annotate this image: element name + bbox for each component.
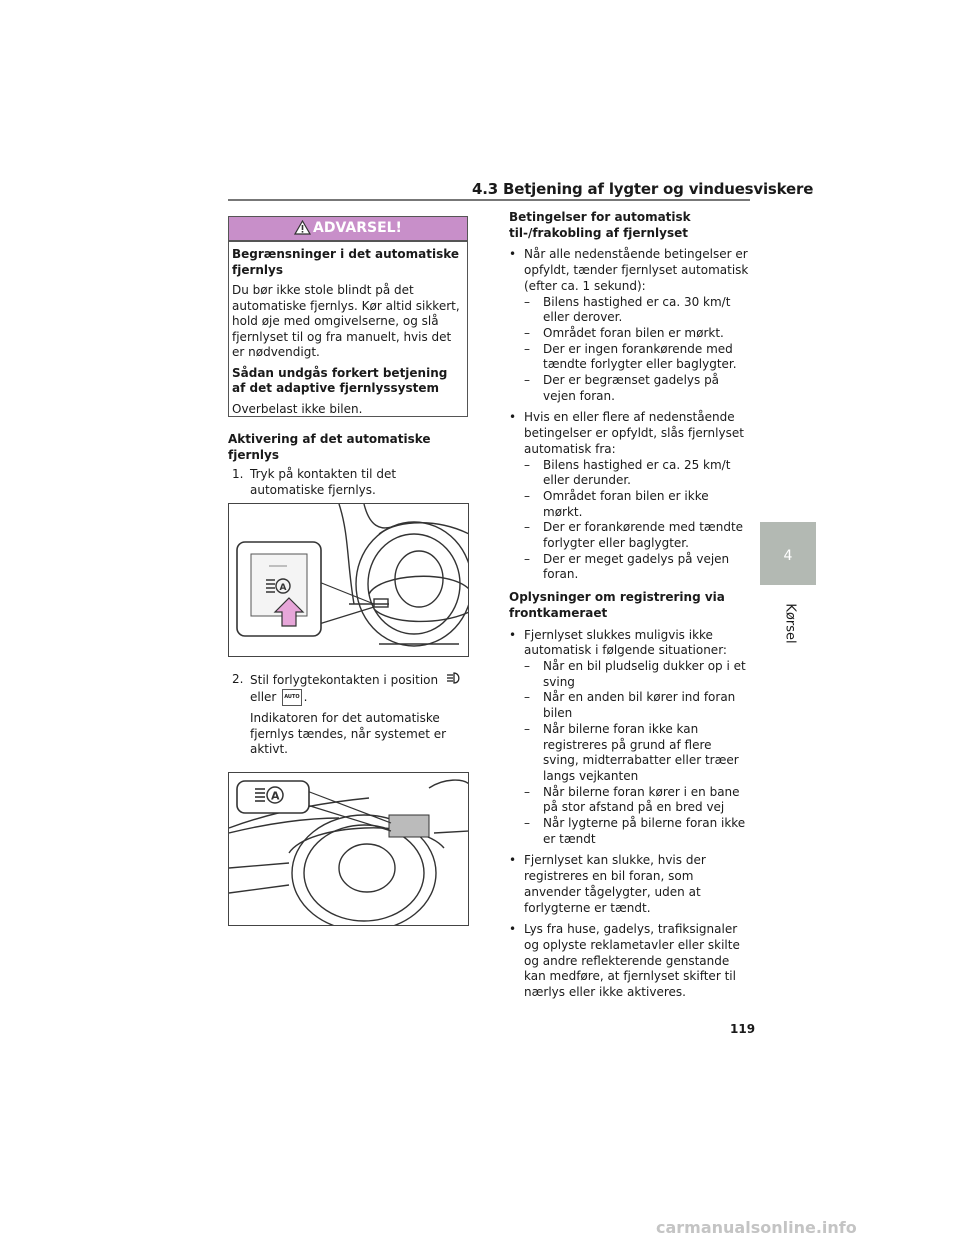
- sub-item: [524, 342, 749, 373]
- sub-item-text: Der er forankørende med tændte forlygter eller baglygter.: [543, 520, 744, 551]
- step-1: [228, 467, 473, 498]
- sub-item: [524, 373, 749, 404]
- list-item-text: Hvis en eller flere af nedenstående betingelser er opfyldt, slås fjernlyset automatisk fra:: [524, 410, 744, 456]
- bullet: •: [509, 922, 517, 937]
- dash: –: [524, 690, 530, 705]
- warning-heading-1: Begrænsninger i det automatiske fjernlys: [232, 247, 460, 277]
- list-item: [509, 247, 749, 294]
- dash: –: [524, 784, 530, 799]
- bullet: •: [509, 853, 517, 868]
- list-item-text: Fjernlyset slukkes muligvis ikke automatisk i følgende situationer:: [524, 627, 727, 658]
- list-item-text: Fjernlyset kan slukke, hvis der registreres en bil foran, som anvender tågelygter, uden at forlygterne er tændt.: [524, 853, 706, 915]
- activation-heading: Aktivering af det automatiske fjernlys: [228, 432, 431, 462]
- watermark: carmanualsonline.info: [656, 1218, 857, 1237]
- chapter-label-wrapper: [780, 596, 800, 656]
- sub-item-text: Når bilerne foran ikke kan registreres på grund af flere sving, midterrabatter eller træer langs vejkanten: [543, 721, 739, 783]
- step-2-note: Indikatoren for det automatiske fjernlys tændes, når systemet er aktivt.: [250, 711, 447, 756]
- dash: –: [524, 551, 530, 566]
- dash: –: [524, 488, 530, 503]
- dash: –: [524, 325, 530, 340]
- figure-indicator: [228, 772, 469, 926]
- conditions-heading: Betingelser for automatisk til-/frakobling af fjernlyset: [509, 210, 691, 240]
- right-column: [509, 210, 749, 1001]
- warning-title: ADVARSEL!: [313, 220, 402, 236]
- sub-item: [524, 785, 749, 816]
- warning-heading-2: Sådan undgås forkert betjening af det adaptive fjernlyssystem: [232, 365, 448, 395]
- sub-item-text: Når lygterne på bilerne foran ikke er tændt: [543, 816, 746, 846]
- bullet: •: [509, 247, 517, 262]
- dash: –: [524, 457, 530, 472]
- warning-text-1: Du bør ikke stole blindt på det automatiske fjernlys. Kør altid sikkert, hold øje med omgivelserne, og slå fjernlyset til og fra manuelt, hvis det er nødvendigt.: [232, 283, 460, 359]
- sub-item: [524, 295, 749, 326]
- dash: –: [524, 294, 530, 309]
- header-rule: [228, 199, 750, 201]
- list-item: [509, 410, 749, 457]
- camera-heading: Oplysninger om registrering via frontkameraet: [509, 590, 725, 620]
- sub-item: [524, 552, 749, 583]
- step-1-text: Tryk på kontakten til det automatiske fjernlys.: [250, 467, 397, 497]
- chapter-number: 4: [783, 548, 793, 564]
- sub-item-text: Området foran bilen er ikke mørkt.: [543, 488, 709, 519]
- sub-item-text: Der er begrænset gadelys på vejen foran.: [543, 373, 720, 403]
- sub-item: [524, 722, 749, 785]
- step-2-text-b: eller: [250, 689, 277, 704]
- high-beam-icon: [446, 672, 462, 685]
- dash: –: [524, 520, 530, 535]
- list-item-text: Når alle nedenstående betingelser er opfyldt, tænder fjernlyset automatisk (efter ca. 1 sekund):: [524, 247, 749, 293]
- sub-item: [524, 489, 749, 520]
- svg-text:A: A: [271, 789, 280, 803]
- dash: –: [524, 373, 530, 388]
- bullet: •: [509, 410, 517, 425]
- dash: –: [524, 341, 530, 356]
- sub-item-text: Når en anden bil kører ind foran bilen: [543, 690, 736, 721]
- sub-item: [524, 326, 749, 342]
- dash: –: [524, 816, 530, 831]
- step-2-number: 2.: [232, 672, 244, 686]
- step-2: [228, 672, 473, 706]
- warning-title-bar: [229, 217, 467, 242]
- instrument-cluster-illustration: [229, 773, 469, 926]
- list-item: [509, 853, 749, 916]
- warning-triangle-icon: [294, 220, 311, 235]
- figure-switch-location: [228, 503, 469, 657]
- list-item: [509, 628, 749, 659]
- page-number: 119: [730, 1022, 756, 1036]
- sub-item-text: Når bilerne foran kører i en bane på stor afstand på en bred vej: [543, 784, 740, 815]
- warning-box: [228, 216, 468, 417]
- bullet: •: [509, 627, 517, 642]
- conditions-list: [509, 247, 749, 583]
- sub-item: [524, 520, 749, 551]
- section-title: 4.3 Betjening af lygter og vinduesviskere: [472, 180, 814, 198]
- sub-item: [524, 816, 749, 847]
- dash: –: [524, 721, 530, 736]
- warning-text-2: Overbelast ikke bilen.: [232, 401, 363, 416]
- step-2-text-a: Stil forlygtekontakten i position: [250, 673, 439, 687]
- step-1-number: 1.: [232, 467, 244, 481]
- sub-item-text: Der er meget gadelys på vejen foran.: [543, 551, 730, 582]
- sub-item-text: Der er ingen forankørende med tændte forlygter eller baglygter.: [543, 341, 737, 372]
- dash: –: [524, 658, 530, 673]
- sub-item: [524, 690, 749, 721]
- sub-item-text: Bilens hastighed er ca. 25 km/t eller derunder.: [543, 457, 731, 488]
- sub-item-text: Området foran bilen er mørkt.: [543, 325, 724, 340]
- chapter-label: Kørsel: [782, 603, 798, 644]
- camera-list: [509, 628, 749, 1001]
- sub-item: [524, 458, 749, 489]
- list-item: [509, 922, 749, 1001]
- dashboard-switch-illustration: [229, 504, 469, 657]
- svg-text:A: A: [279, 583, 287, 593]
- auto-icon: AUTO: [282, 689, 301, 707]
- sub-item-text: Bilens hastighed er ca. 30 km/t eller derover.: [543, 294, 731, 325]
- sub-item: [524, 659, 749, 690]
- sub-item-text: Når en bil pludselig dukker op i et sving: [543, 658, 746, 689]
- list-item-text: Lys fra huse, gadelys, trafiksignaler og oplyste reklametavler eller skilte og andre reflekterende genstande kan medføre, at fjernlyset skifter til nærlys eller ikke aktiveres.: [524, 922, 740, 1000]
- step-2-text-c: .: [303, 689, 308, 704]
